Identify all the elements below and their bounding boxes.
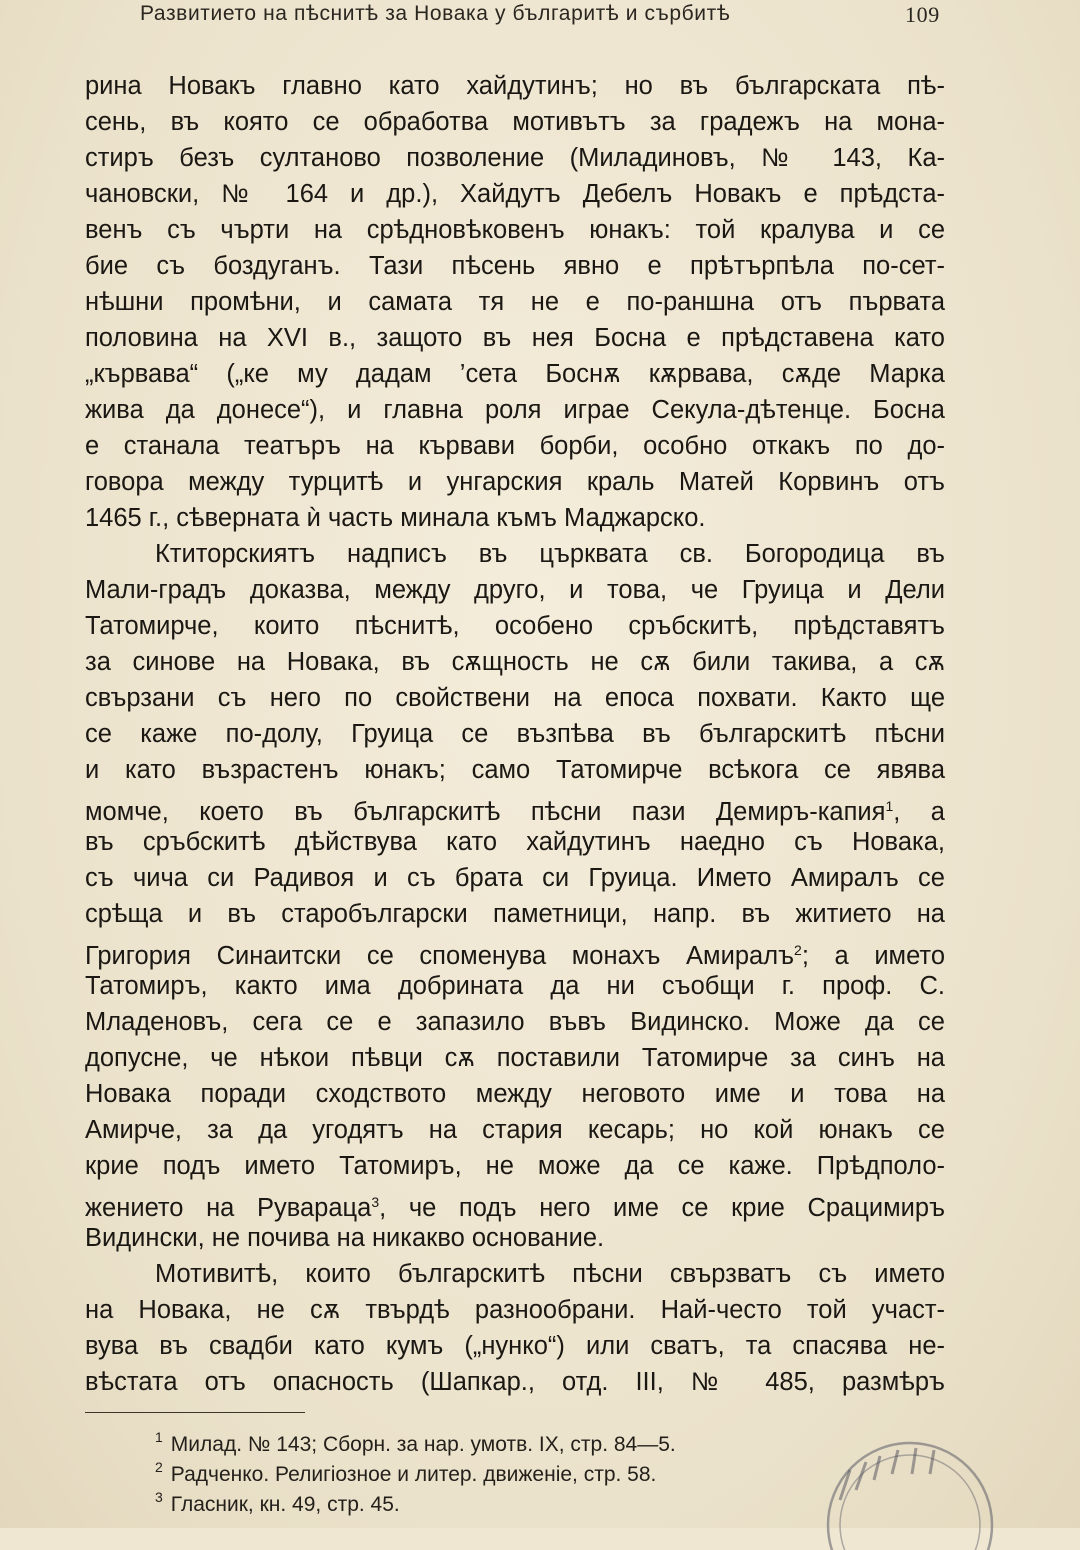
text-fragment: Григория Синаитски се споменува монахъ Амиралъ	[85, 942, 795, 970]
text-line: нѣшни промѣни, и самата тя не е по-раншна отъ първата	[85, 288, 945, 316]
text-line: за синове на Новака, въ сѫщность не сѫ били такива, а сѫ	[85, 648, 945, 676]
text-fragment: , а	[893, 798, 945, 826]
footnote	[155, 1452, 657, 1486]
footnote	[155, 1482, 400, 1516]
text-line: Мали-градъ доказва, между друго, и това, че Груица и Дели	[85, 576, 945, 604]
text-line: съ чича си Радивоя и съ брата си Груица. Името Амиралъ се	[85, 864, 945, 892]
footnote-mark: 1	[155, 1429, 163, 1445]
text-line: Ктиторскиятъ надписъ въ църквата св. Богородица въ	[155, 540, 945, 568]
text-line: Мотивитѣ, които българскитѣ пѣсни свързватъ съ името	[155, 1260, 945, 1288]
page-number: 109	[905, 2, 940, 27]
text-line: половина на XVI в., защото въ нея Босна е прѣдставена като	[85, 324, 945, 352]
text-fragment: жението на Рувараца	[85, 1194, 372, 1222]
text-line: крие подъ името Татомиръ, не може да се каже. Прѣдполо-	[85, 1152, 945, 1180]
text-line: Татомиръ, както има добрината да ни съобщи г. проф. С.	[85, 972, 945, 1000]
text-line: срѣща и въ старобългарски паметници, напр. въ житието на	[85, 900, 945, 928]
footnote-ref: 3	[371, 1194, 380, 1210]
footnote-ref: 1	[885, 798, 894, 814]
text-line: рина Новакъ главно като хайдутинъ; но въ българската пѣ-	[85, 72, 945, 100]
text-line: 1465 г., сѣверната ѝ часть минала къмъ Маджарско.	[85, 504, 706, 532]
text-fragment: момче, което въ българскитѣ пѣсни пази Демиръ-капия	[85, 798, 886, 826]
footnote	[155, 1422, 676, 1456]
footnote-ref: 2	[794, 942, 802, 958]
text-line: бие съ боздуганъ. Тази пѣсень явно е прѣтърпѣла по-сет-	[85, 252, 945, 280]
text-line	[85, 1184, 945, 1220]
footnote-mark: 3	[155, 1489, 163, 1505]
text-line: вува въ свадби като кумъ („нунко“) или сватъ, та спасява не-	[85, 1332, 945, 1360]
text-line: чановски, № 164 и др.), Хайдутъ Дебелъ Новакъ е прѣдста-	[85, 180, 945, 208]
text-line: сень, въ която се обработва мотивътъ за градежъ на мона-	[85, 108, 945, 136]
text-line: Новака поради сходството между неговото име и това на	[85, 1080, 945, 1108]
text-line	[85, 932, 945, 968]
text-line	[85, 788, 945, 824]
text-line: допусне, че нѣкои пѣвци сѫ поставили Татомирче за синъ на	[85, 1044, 945, 1072]
text-line: свързани съ него по свойствени на епоса похвати. Както ще	[85, 684, 945, 712]
footnote-divider	[85, 1412, 305, 1413]
text-line: Татомирче, които пѣснитѣ, особено сръбскитѣ, прѣдставятъ	[85, 612, 945, 640]
text-line: и като възрастенъ юнакъ; само Татомирче всѣкога се явява	[85, 756, 945, 784]
text-fragment: ; а името	[801, 942, 946, 970]
text-line: вѣстата отъ опасность (Шапкар., отд. III, № 485, размѣръ	[85, 1368, 945, 1396]
footnote-mark: 2	[155, 1459, 163, 1475]
running-head-title: Развитието на пѣснитѣ за Новака у българитѣ и сърбитѣ	[140, 2, 731, 25]
text-line: на Новака, не сѫ твърдѣ разнообрани. Най-често той участ-	[85, 1296, 945, 1324]
text-line: „кървава“ („ке му дадам ’сета Боснѫ кѫрвава, сѫде Марка	[85, 360, 945, 388]
text-fragment: , че подъ него име се крие Срацимиръ	[379, 1194, 946, 1222]
library-stamp-icon	[770, 1430, 1020, 1550]
text-line: е станала театъръ на кървави борби, особно откакъ по до-	[85, 432, 945, 460]
text-line: Видински, не почива на никакво основание.	[85, 1224, 605, 1252]
footnote-text: Радченко. Религіозное и литер. движеніе, стр. 58.	[170, 1463, 657, 1486]
text-line: Амирче, за да угодятъ на стария кесарь; но кой юнакъ се	[85, 1116, 945, 1144]
text-line: Младеновъ, сега се е запазило въвъ Видинско. Може да се	[85, 1008, 945, 1036]
text-line: въ сръбскитѣ дѣйствува като хайдутинъ наедно съ Новака,	[85, 828, 945, 856]
text-line: венъ съ чърти на срѣдновѣковенъ юнакъ: той кралува и се	[85, 216, 945, 244]
text-line: се каже по-долу, Груица се възпѣва въ българскитѣ пѣсни	[85, 720, 945, 748]
footnote-text: Гласник, кн. 49, стр. 45.	[170, 1493, 400, 1516]
text-line: жива да донесе“), и главна роля играе Секула-дѣтенце. Босна	[85, 396, 945, 424]
text-line: стиръ безъ султаново позволение (Миладиновъ, № 143, Ка-	[85, 144, 945, 172]
footnote-text: Милад. № 143; Сборн. за нар. умотв. IX, стр. 84—5.	[170, 1433, 676, 1456]
text-line: говора между турцитѣ и унгарския краль Матей Корвинъ отъ	[85, 468, 945, 496]
running-head	[140, 2, 960, 30]
